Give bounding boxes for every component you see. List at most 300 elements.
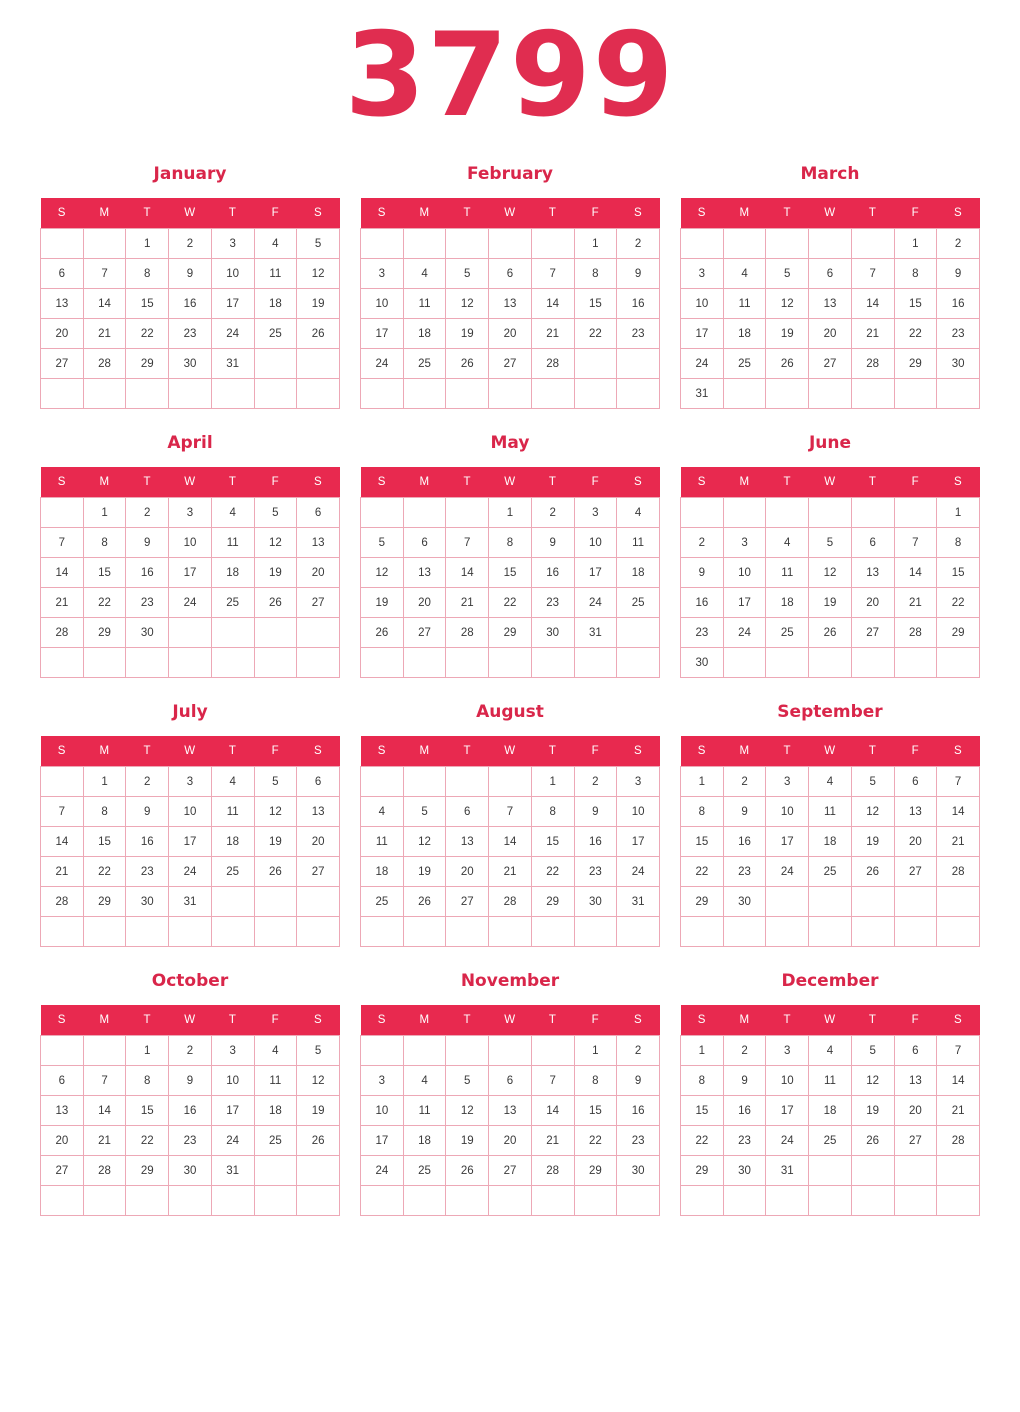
day-cell[interactable]: 24 <box>211 1126 254 1156</box>
day-cell[interactable]: 6 <box>894 767 937 797</box>
day-cell[interactable]: 20 <box>851 588 894 618</box>
day-cell[interactable]: 14 <box>531 289 574 319</box>
day-cell[interactable]: 13 <box>41 1096 84 1126</box>
day-cell[interactable]: 16 <box>126 558 169 588</box>
day-cell[interactable]: 8 <box>574 1066 617 1096</box>
day-cell[interactable]: 17 <box>766 827 809 857</box>
day-cell[interactable]: 26 <box>766 349 809 379</box>
day-cell[interactable]: 31 <box>169 887 212 917</box>
day-cell[interactable]: 30 <box>126 887 169 917</box>
day-cell[interactable]: 2 <box>617 1036 660 1066</box>
day-cell[interactable]: 23 <box>723 1126 766 1156</box>
day-cell[interactable]: 16 <box>126 827 169 857</box>
day-cell[interactable]: 26 <box>297 319 340 349</box>
day-cell[interactable]: 22 <box>489 588 532 618</box>
day-cell[interactable]: 14 <box>894 558 937 588</box>
day-cell[interactable]: 14 <box>489 827 532 857</box>
day-cell[interactable]: 10 <box>361 289 404 319</box>
day-cell[interactable]: 24 <box>574 588 617 618</box>
day-cell[interactable]: 6 <box>489 1066 532 1096</box>
day-cell[interactable]: 29 <box>937 618 980 648</box>
day-cell[interactable]: 17 <box>361 1126 404 1156</box>
day-cell[interactable]: 23 <box>126 857 169 887</box>
day-cell[interactable]: 27 <box>446 887 489 917</box>
day-cell[interactable]: 20 <box>297 827 340 857</box>
day-cell[interactable]: 2 <box>681 528 724 558</box>
day-cell[interactable]: 9 <box>531 528 574 558</box>
day-cell[interactable]: 30 <box>937 349 980 379</box>
day-cell[interactable]: 2 <box>169 1036 212 1066</box>
day-cell[interactable]: 9 <box>126 797 169 827</box>
day-cell[interactable]: 11 <box>403 1096 446 1126</box>
day-cell[interactable]: 1 <box>574 229 617 259</box>
day-cell[interactable]: 5 <box>446 1066 489 1096</box>
day-cell[interactable]: 8 <box>126 1066 169 1096</box>
day-cell[interactable]: 2 <box>169 229 212 259</box>
day-cell[interactable]: 24 <box>766 1126 809 1156</box>
day-cell[interactable]: 19 <box>766 319 809 349</box>
day-cell[interactable]: 8 <box>894 259 937 289</box>
day-cell[interactable]: 18 <box>254 289 297 319</box>
day-cell[interactable]: 23 <box>169 319 212 349</box>
day-cell[interactable]: 7 <box>851 259 894 289</box>
day-cell[interactable]: 11 <box>361 827 404 857</box>
day-cell[interactable]: 7 <box>894 528 937 558</box>
day-cell[interactable]: 22 <box>574 1126 617 1156</box>
day-cell[interactable]: 17 <box>361 319 404 349</box>
day-cell[interactable]: 22 <box>126 1126 169 1156</box>
day-cell[interactable]: 10 <box>617 797 660 827</box>
day-cell[interactable]: 30 <box>617 1156 660 1186</box>
day-cell[interactable]: 3 <box>211 229 254 259</box>
day-cell[interactable]: 20 <box>489 1126 532 1156</box>
day-cell[interactable]: 13 <box>894 797 937 827</box>
day-cell[interactable]: 11 <box>617 528 660 558</box>
day-cell[interactable]: 24 <box>681 349 724 379</box>
day-cell[interactable]: 5 <box>403 797 446 827</box>
day-cell[interactable]: 26 <box>851 857 894 887</box>
day-cell[interactable]: 10 <box>681 289 724 319</box>
day-cell[interactable]: 19 <box>446 319 489 349</box>
day-cell[interactable]: 3 <box>169 767 212 797</box>
day-cell[interactable]: 24 <box>169 857 212 887</box>
day-cell[interactable]: 29 <box>489 618 532 648</box>
day-cell[interactable]: 30 <box>681 648 724 678</box>
day-cell[interactable]: 13 <box>489 1096 532 1126</box>
day-cell[interactable]: 11 <box>403 289 446 319</box>
day-cell[interactable]: 5 <box>851 767 894 797</box>
day-cell[interactable]: 15 <box>531 827 574 857</box>
day-cell[interactable]: 2 <box>937 229 980 259</box>
day-cell[interactable]: 7 <box>41 797 84 827</box>
day-cell[interactable]: 12 <box>446 289 489 319</box>
day-cell[interactable]: 21 <box>83 319 126 349</box>
day-cell[interactable]: 4 <box>809 1036 852 1066</box>
day-cell[interactable]: 16 <box>531 558 574 588</box>
day-cell[interactable]: 17 <box>617 827 660 857</box>
day-cell[interactable]: 28 <box>446 618 489 648</box>
day-cell[interactable]: 11 <box>723 289 766 319</box>
day-cell[interactable]: 18 <box>403 319 446 349</box>
day-cell[interactable]: 5 <box>446 259 489 289</box>
day-cell[interactable]: 11 <box>809 797 852 827</box>
day-cell[interactable]: 19 <box>403 857 446 887</box>
day-cell[interactable]: 31 <box>766 1156 809 1186</box>
day-cell[interactable]: 17 <box>574 558 617 588</box>
day-cell[interactable]: 27 <box>297 588 340 618</box>
day-cell[interactable]: 6 <box>41 259 84 289</box>
day-cell[interactable]: 8 <box>83 528 126 558</box>
day-cell[interactable]: 4 <box>211 498 254 528</box>
day-cell[interactable]: 11 <box>254 1066 297 1096</box>
day-cell[interactable]: 14 <box>41 827 84 857</box>
day-cell[interactable]: 13 <box>809 289 852 319</box>
day-cell[interactable]: 21 <box>531 319 574 349</box>
day-cell[interactable]: 10 <box>766 1066 809 1096</box>
day-cell[interactable]: 7 <box>937 767 980 797</box>
day-cell[interactable]: 19 <box>446 1126 489 1156</box>
day-cell[interactable]: 24 <box>211 319 254 349</box>
day-cell[interactable]: 2 <box>531 498 574 528</box>
day-cell[interactable]: 29 <box>574 1156 617 1186</box>
day-cell[interactable]: 7 <box>937 1036 980 1066</box>
day-cell[interactable]: 24 <box>169 588 212 618</box>
day-cell[interactable]: 15 <box>126 1096 169 1126</box>
day-cell[interactable]: 30 <box>126 618 169 648</box>
day-cell[interactable]: 15 <box>489 558 532 588</box>
day-cell[interactable]: 12 <box>361 558 404 588</box>
day-cell[interactable]: 18 <box>254 1096 297 1126</box>
day-cell[interactable]: 4 <box>403 1066 446 1096</box>
day-cell[interactable]: 22 <box>894 319 937 349</box>
day-cell[interactable]: 6 <box>809 259 852 289</box>
day-cell[interactable]: 12 <box>403 827 446 857</box>
day-cell[interactable]: 25 <box>766 618 809 648</box>
day-cell[interactable]: 22 <box>83 857 126 887</box>
day-cell[interactable]: 3 <box>169 498 212 528</box>
day-cell[interactable]: 18 <box>723 319 766 349</box>
day-cell[interactable]: 14 <box>83 289 126 319</box>
day-cell[interactable]: 8 <box>531 797 574 827</box>
day-cell[interactable]: 14 <box>937 1066 980 1096</box>
day-cell[interactable]: 23 <box>531 588 574 618</box>
day-cell[interactable]: 12 <box>851 797 894 827</box>
day-cell[interactable]: 6 <box>403 528 446 558</box>
day-cell[interactable]: 13 <box>446 827 489 857</box>
day-cell[interactable]: 12 <box>446 1096 489 1126</box>
day-cell[interactable]: 1 <box>894 229 937 259</box>
day-cell[interactable]: 23 <box>937 319 980 349</box>
day-cell[interactable]: 23 <box>126 588 169 618</box>
day-cell[interactable]: 28 <box>41 887 84 917</box>
day-cell[interactable]: 29 <box>126 349 169 379</box>
day-cell[interactable]: 20 <box>894 827 937 857</box>
day-cell[interactable]: 14 <box>41 558 84 588</box>
day-cell[interactable]: 13 <box>894 1066 937 1096</box>
day-cell[interactable]: 4 <box>211 767 254 797</box>
day-cell[interactable]: 27 <box>851 618 894 648</box>
day-cell[interactable]: 1 <box>83 767 126 797</box>
day-cell[interactable]: 18 <box>403 1126 446 1156</box>
day-cell[interactable]: 7 <box>83 259 126 289</box>
day-cell[interactable]: 17 <box>723 588 766 618</box>
day-cell[interactable]: 9 <box>681 558 724 588</box>
day-cell[interactable]: 22 <box>531 857 574 887</box>
day-cell[interactable]: 3 <box>617 767 660 797</box>
day-cell[interactable]: 31 <box>681 379 724 409</box>
day-cell[interactable]: 23 <box>723 857 766 887</box>
day-cell[interactable]: 14 <box>531 1096 574 1126</box>
day-cell[interactable]: 25 <box>361 887 404 917</box>
day-cell[interactable]: 27 <box>41 349 84 379</box>
day-cell[interactable]: 29 <box>531 887 574 917</box>
day-cell[interactable]: 11 <box>254 259 297 289</box>
day-cell[interactable]: 22 <box>681 857 724 887</box>
day-cell[interactable]: 10 <box>211 259 254 289</box>
day-cell[interactable]: 24 <box>361 1156 404 1186</box>
day-cell[interactable]: 26 <box>446 349 489 379</box>
day-cell[interactable]: 6 <box>297 498 340 528</box>
day-cell[interactable]: 30 <box>531 618 574 648</box>
day-cell[interactable]: 7 <box>83 1066 126 1096</box>
day-cell[interactable]: 14 <box>446 558 489 588</box>
day-cell[interactable]: 26 <box>254 857 297 887</box>
day-cell[interactable]: 12 <box>254 528 297 558</box>
day-cell[interactable]: 12 <box>809 558 852 588</box>
day-cell[interactable]: 31 <box>211 1156 254 1186</box>
day-cell[interactable]: 26 <box>446 1156 489 1186</box>
day-cell[interactable]: 26 <box>403 887 446 917</box>
day-cell[interactable]: 20 <box>894 1096 937 1126</box>
day-cell[interactable]: 28 <box>41 618 84 648</box>
day-cell[interactable]: 2 <box>723 767 766 797</box>
day-cell[interactable]: 22 <box>574 319 617 349</box>
day-cell[interactable]: 16 <box>681 588 724 618</box>
day-cell[interactable]: 22 <box>126 319 169 349</box>
day-cell[interactable]: 3 <box>766 767 809 797</box>
day-cell[interactable]: 15 <box>894 289 937 319</box>
day-cell[interactable]: 2 <box>617 229 660 259</box>
day-cell[interactable]: 6 <box>446 797 489 827</box>
day-cell[interactable]: 3 <box>211 1036 254 1066</box>
day-cell[interactable]: 9 <box>617 259 660 289</box>
day-cell[interactable]: 12 <box>766 289 809 319</box>
day-cell[interactable]: 28 <box>531 349 574 379</box>
day-cell[interactable]: 27 <box>41 1156 84 1186</box>
day-cell[interactable]: 4 <box>254 1036 297 1066</box>
day-cell[interactable]: 28 <box>531 1156 574 1186</box>
day-cell[interactable]: 21 <box>894 588 937 618</box>
day-cell[interactable]: 3 <box>361 1066 404 1096</box>
day-cell[interactable]: 5 <box>851 1036 894 1066</box>
day-cell[interactable]: 10 <box>169 528 212 558</box>
day-cell[interactable]: 20 <box>489 319 532 349</box>
day-cell[interactable]: 3 <box>766 1036 809 1066</box>
day-cell[interactable]: 10 <box>766 797 809 827</box>
day-cell[interactable]: 1 <box>574 1036 617 1066</box>
day-cell[interactable]: 4 <box>403 259 446 289</box>
day-cell[interactable]: 10 <box>211 1066 254 1096</box>
day-cell[interactable]: 13 <box>41 289 84 319</box>
day-cell[interactable]: 8 <box>83 797 126 827</box>
day-cell[interactable]: 1 <box>83 498 126 528</box>
day-cell[interactable]: 23 <box>681 618 724 648</box>
day-cell[interactable]: 21 <box>41 857 84 887</box>
day-cell[interactable]: 31 <box>211 349 254 379</box>
day-cell[interactable]: 12 <box>297 259 340 289</box>
day-cell[interactable]: 23 <box>169 1126 212 1156</box>
day-cell[interactable]: 24 <box>766 857 809 887</box>
day-cell[interactable]: 21 <box>446 588 489 618</box>
day-cell[interactable]: 29 <box>894 349 937 379</box>
day-cell[interactable]: 17 <box>169 827 212 857</box>
day-cell[interactable]: 16 <box>937 289 980 319</box>
day-cell[interactable]: 6 <box>41 1066 84 1096</box>
day-cell[interactable]: 21 <box>937 827 980 857</box>
day-cell[interactable]: 30 <box>723 1156 766 1186</box>
day-cell[interactable]: 7 <box>489 797 532 827</box>
day-cell[interactable]: 2 <box>574 767 617 797</box>
day-cell[interactable]: 12 <box>851 1066 894 1096</box>
day-cell[interactable]: 13 <box>851 558 894 588</box>
day-cell[interactable]: 3 <box>681 259 724 289</box>
day-cell[interactable]: 25 <box>403 349 446 379</box>
day-cell[interactable]: 4 <box>617 498 660 528</box>
day-cell[interactable]: 1 <box>681 767 724 797</box>
day-cell[interactable]: 7 <box>446 528 489 558</box>
day-cell[interactable]: 19 <box>361 588 404 618</box>
day-cell[interactable]: 29 <box>83 618 126 648</box>
day-cell[interactable]: 26 <box>851 1126 894 1156</box>
day-cell[interactable]: 26 <box>297 1126 340 1156</box>
day-cell[interactable]: 7 <box>531 1066 574 1096</box>
day-cell[interactable]: 9 <box>723 797 766 827</box>
day-cell[interactable]: 27 <box>403 618 446 648</box>
day-cell[interactable]: 17 <box>681 319 724 349</box>
day-cell[interactable]: 9 <box>126 528 169 558</box>
day-cell[interactable]: 23 <box>617 1126 660 1156</box>
day-cell[interactable]: 29 <box>681 887 724 917</box>
day-cell[interactable]: 28 <box>894 618 937 648</box>
day-cell[interactable]: 13 <box>297 528 340 558</box>
day-cell[interactable]: 6 <box>894 1036 937 1066</box>
day-cell[interactable]: 27 <box>489 349 532 379</box>
day-cell[interactable]: 15 <box>937 558 980 588</box>
day-cell[interactable]: 23 <box>574 857 617 887</box>
day-cell[interactable]: 9 <box>169 1066 212 1096</box>
day-cell[interactable]: 16 <box>617 289 660 319</box>
day-cell[interactable]: 24 <box>361 349 404 379</box>
day-cell[interactable]: 25 <box>617 588 660 618</box>
day-cell[interactable]: 10 <box>723 558 766 588</box>
day-cell[interactable]: 1 <box>489 498 532 528</box>
day-cell[interactable]: 12 <box>254 797 297 827</box>
day-cell[interactable]: 19 <box>254 558 297 588</box>
day-cell[interactable]: 28 <box>83 1156 126 1186</box>
day-cell[interactable]: 18 <box>809 827 852 857</box>
day-cell[interactable]: 25 <box>211 588 254 618</box>
day-cell[interactable]: 4 <box>361 797 404 827</box>
day-cell[interactable]: 7 <box>41 528 84 558</box>
day-cell[interactable]: 28 <box>489 887 532 917</box>
day-cell[interactable]: 4 <box>809 767 852 797</box>
day-cell[interactable]: 16 <box>723 1096 766 1126</box>
day-cell[interactable]: 6 <box>297 767 340 797</box>
day-cell[interactable]: 4 <box>723 259 766 289</box>
day-cell[interactable]: 30 <box>169 349 212 379</box>
day-cell[interactable]: 5 <box>254 498 297 528</box>
day-cell[interactable]: 27 <box>809 349 852 379</box>
day-cell[interactable]: 7 <box>531 259 574 289</box>
day-cell[interactable]: 25 <box>254 319 297 349</box>
day-cell[interactable]: 18 <box>211 827 254 857</box>
day-cell[interactable]: 25 <box>809 1126 852 1156</box>
day-cell[interactable]: 28 <box>937 1126 980 1156</box>
day-cell[interactable]: 3 <box>361 259 404 289</box>
day-cell[interactable]: 8 <box>681 1066 724 1096</box>
day-cell[interactable]: 23 <box>617 319 660 349</box>
day-cell[interactable]: 16 <box>617 1096 660 1126</box>
day-cell[interactable]: 17 <box>169 558 212 588</box>
day-cell[interactable]: 1 <box>531 767 574 797</box>
day-cell[interactable]: 16 <box>723 827 766 857</box>
day-cell[interactable]: 4 <box>254 229 297 259</box>
day-cell[interactable]: 3 <box>574 498 617 528</box>
day-cell[interactable]: 19 <box>297 1096 340 1126</box>
day-cell[interactable]: 27 <box>894 857 937 887</box>
day-cell[interactable]: 13 <box>297 797 340 827</box>
day-cell[interactable]: 8 <box>937 528 980 558</box>
day-cell[interactable]: 25 <box>403 1156 446 1186</box>
day-cell[interactable]: 28 <box>83 349 126 379</box>
day-cell[interactable]: 22 <box>937 588 980 618</box>
day-cell[interactable]: 4 <box>766 528 809 558</box>
day-cell[interactable]: 20 <box>297 558 340 588</box>
day-cell[interactable]: 25 <box>723 349 766 379</box>
day-cell[interactable]: 20 <box>809 319 852 349</box>
day-cell[interactable]: 25 <box>254 1126 297 1156</box>
day-cell[interactable]: 15 <box>83 827 126 857</box>
day-cell[interactable]: 19 <box>851 827 894 857</box>
day-cell[interactable]: 1 <box>126 229 169 259</box>
day-cell[interactable]: 1 <box>681 1036 724 1066</box>
day-cell[interactable]: 25 <box>211 857 254 887</box>
day-cell[interactable]: 9 <box>937 259 980 289</box>
day-cell[interactable]: 9 <box>723 1066 766 1096</box>
day-cell[interactable]: 30 <box>574 887 617 917</box>
day-cell[interactable]: 31 <box>617 887 660 917</box>
day-cell[interactable]: 2 <box>126 767 169 797</box>
day-cell[interactable]: 20 <box>403 588 446 618</box>
day-cell[interactable]: 12 <box>297 1066 340 1096</box>
day-cell[interactable]: 5 <box>809 528 852 558</box>
day-cell[interactable]: 11 <box>211 797 254 827</box>
day-cell[interactable]: 29 <box>681 1156 724 1186</box>
day-cell[interactable]: 5 <box>297 229 340 259</box>
day-cell[interactable]: 14 <box>83 1096 126 1126</box>
day-cell[interactable]: 17 <box>211 1096 254 1126</box>
day-cell[interactable]: 21 <box>41 588 84 618</box>
day-cell[interactable]: 10 <box>361 1096 404 1126</box>
day-cell[interactable]: 28 <box>937 857 980 887</box>
day-cell[interactable]: 29 <box>83 887 126 917</box>
day-cell[interactable]: 15 <box>83 558 126 588</box>
day-cell[interactable]: 27 <box>489 1156 532 1186</box>
day-cell[interactable]: 18 <box>766 588 809 618</box>
day-cell[interactable]: 15 <box>126 289 169 319</box>
day-cell[interactable]: 18 <box>361 857 404 887</box>
day-cell[interactable]: 15 <box>574 289 617 319</box>
